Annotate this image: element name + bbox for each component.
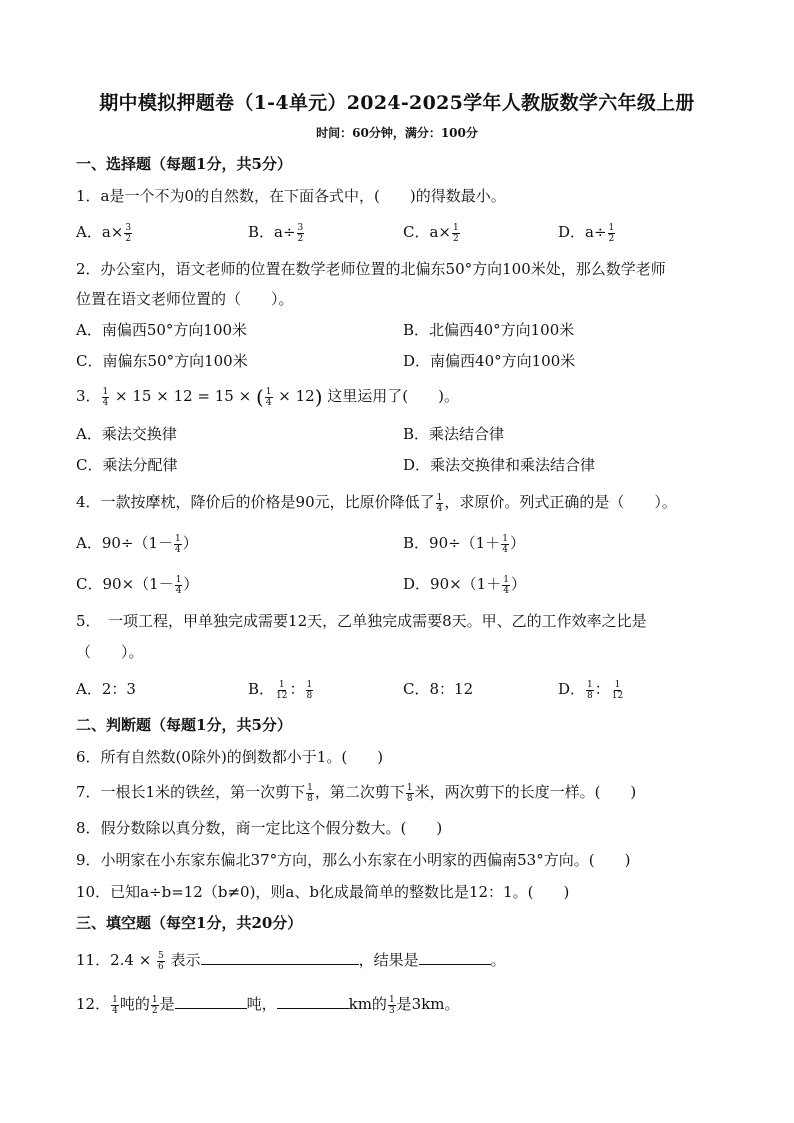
answer-blank[interactable] <box>175 992 247 1009</box>
question-1-option-a: A．a× $\frac{3}{2}$ <box>76 222 132 244</box>
question-2-option-b: B．北偏西40°方向100米 <box>403 321 575 339</box>
question-2-stem-line-1: 2．办公室内，语文老师的位置在数学老师位置的北偏东50°方向100米处，那么数学老师 <box>76 260 666 278</box>
answer-blank[interactable] <box>201 948 359 965</box>
question-11: 11．2.4 × $\frac{5}{6}$ 表示 ，结果是 。 <box>76 948 506 972</box>
question-5-stem-line-2: （ ）。 <box>76 643 144 661</box>
question-2-stem-line-2: 位置在语文老师位置的（ ）。 <box>76 290 294 308</box>
section-heading-fill-blank: 三、填空题（每空1分，共20分） <box>76 914 303 932</box>
question-1-stem: 1．a是一个不为0的自然数，在下面各式中，( )的得数最小。 <box>76 187 506 205</box>
answer-blank[interactable] <box>277 992 349 1009</box>
question-1-option-d: D．a÷ $\frac{1}{2}$ <box>558 222 615 244</box>
question-9: 9．小明家在小东家东偏北37°方向，那么小东家在小明家的西偏南53°方向。( ) <box>76 851 631 869</box>
exam-time-info: 时间：60分钟，满分：100分 <box>316 126 478 140</box>
section-heading-judgment: 二、判断题（每题1分，共5分） <box>76 716 292 734</box>
question-3-stem: 3． $\frac{1}{4}$ × 15 × 12 = 15 × ( $\frac{1}{4}$ × 12) 这里运用了( )。 <box>76 385 460 409</box>
question-6: 6．所有自然数(0除外)的倒数都小于1。( ) <box>76 748 384 766</box>
question-5-option-c: C．8：12 <box>403 680 474 698</box>
question-1-option-c: C．a× $\frac{1}{2}$ <box>403 222 459 244</box>
question-5-option-d: D． $\frac{1}{8}$ ： $\frac{1}{12}$ <box>558 679 624 701</box>
question-2-option-a: A．南偏西50°方向100米 <box>76 321 248 339</box>
question-7: 7．一根长1米的铁丝，第一次剪下 $\frac{1}{8}$ ，第二次剪下 $\frac{1}{8}$ 米，两次剪下的长度一样。( ) <box>76 782 637 804</box>
question-5-option-b: B． $\frac{1}{12}$ ： $\frac{1}{8}$ <box>248 679 313 701</box>
question-3-option-a: A．乘法交换律 <box>76 425 177 443</box>
question-10: 10．已知a÷b=12（b≠0)，则a、b化成最简单的整数比是12：1。( ) <box>76 883 570 901</box>
question-1-option-b: B．a÷ $\frac{3}{2}$ <box>248 222 304 244</box>
question-3-option-b: B．乘法结合律 <box>403 425 505 443</box>
question-4-stem: 4．一款按摩枕，降价后的价格是90元，比原价降低了 $\frac{1}{4}$ ，求原价。列式正确的是（ ）。 <box>76 492 677 514</box>
page-title: 期中模拟押题卷（1-4单元）2024-2025学年人教版数学六年级上册 <box>99 92 695 114</box>
question-4-option-d: D．90×（1＋ $\frac{1}{4}$ ） <box>403 574 526 596</box>
question-4-option-a: A．90÷（1－ $\frac{1}{4}$ ） <box>76 533 198 555</box>
question-5-stem-line-1: 5． 一项工程，甲单独完成需要12天，乙单独完成需要8天。甲、乙的工作效率之比是 <box>76 612 647 630</box>
question-5-option-a: A．2：3 <box>76 680 136 698</box>
section-heading-choice: 一、选择题（每题1分，共5分） <box>76 155 292 173</box>
question-4-option-b: B．90÷（1＋ $\frac{1}{4}$ ） <box>403 533 525 555</box>
question-4-option-c: C．90×（1－ $\frac{1}{4}$ ） <box>76 574 199 596</box>
question-3-option-d: D．乘法交换律和乘法结合律 <box>403 456 596 474</box>
question-2-option-c: C．南偏东50°方向100米 <box>76 352 248 370</box>
question-12: 12． $\frac{1}{4}$ 吨的 $\frac{1}{2}$ 是 吨， km的 $\frac{1}{3}$ 是3km。 <box>76 992 460 1016</box>
question-8: 8．假分数除以真分数，商一定比这个假分数大。( ) <box>76 819 443 837</box>
answer-blank[interactable] <box>419 948 491 965</box>
question-3-option-c: C．乘法分配律 <box>76 456 178 474</box>
question-2-option-d: D．南偏西40°方向100米 <box>403 352 576 370</box>
